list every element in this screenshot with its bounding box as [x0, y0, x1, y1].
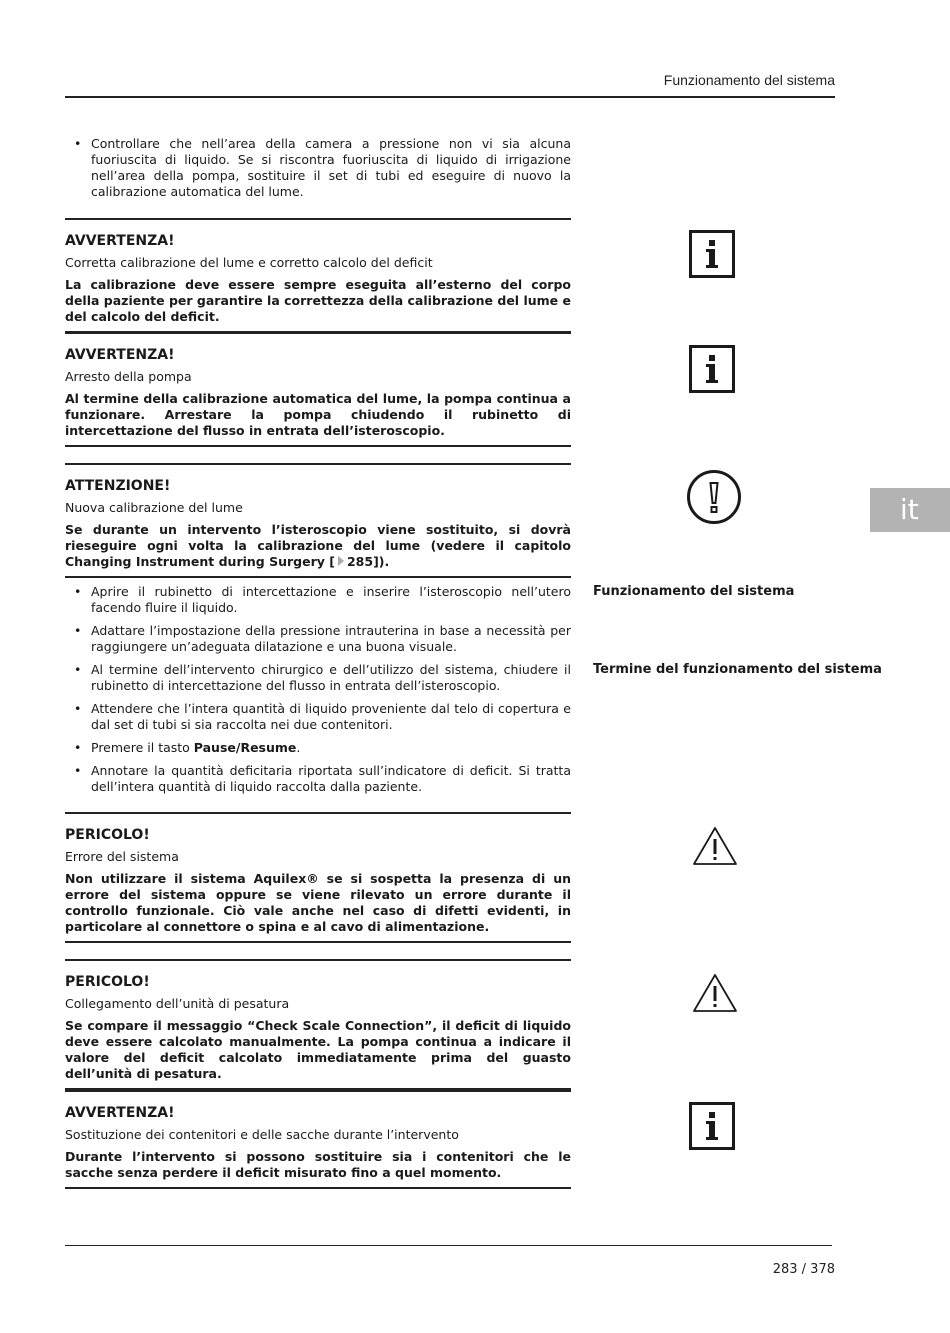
notice-text-part: ]).	[373, 554, 390, 569]
notice-text: Non utilizzare il sistema Aquilex® se si sospetta la presenza di un errore del sistema oppure se viene rilevato un errore durante il controllo funzionale. Ciò vale anche nel caso di difetti evidenti, in particolare al connettore o spina e al cavo di alimentazione.	[65, 871, 571, 934]
notice-text: Se compare il messaggio “Check Scale Connection”, il deficit di liquido deve essere calcolato manualmente. La pompa continua a indicare il valore del deficit calcolato immediatamente prima del guasto dell’unità di pesatura.	[65, 1018, 571, 1081]
page-number: 283 / 378	[772, 1262, 835, 1277]
side-label-operation: Funzionamento del sistema	[593, 584, 795, 599]
notice-signal-word: AVVERTENZA!	[65, 347, 175, 363]
side-label-shutdown: Termine del funzionamento del sistema	[593, 662, 882, 677]
list-item: • Attendere che l’intera quantità di liquido proveniente dal telo di copertura e dal set di tubi si sia raccolta nei due contenitori.	[65, 701, 571, 733]
notice-subject: Corretta calibrazione del lume e corretto calcolo del deficit	[65, 255, 433, 270]
notice-top-rule	[65, 463, 571, 465]
notice-bottom-rule	[65, 445, 571, 447]
warning-triangle-icon	[692, 826, 738, 866]
footer-rule	[65, 1245, 832, 1246]
warning-notice	[65, 218, 571, 333]
warning-notice	[65, 332, 571, 447]
notice-bottom-rule	[65, 576, 571, 578]
list-item: • Controllare che nell’area della camera a pressione non vi sia alcuna fuoriuscita di liquido. Se si riscontra fuoriuscita di liquido di irrigazione nell’area della pompa, sostituire il set di tubi ed eseguire di nuovo la calibrazione automatica del lume.	[65, 136, 571, 200]
list-item: • Adattare l’impostazione della pressione intrauterina in base a necessità per raggiungere un’adeguata dilatazione e una buona visuale.	[65, 623, 571, 655]
info-icon	[689, 1102, 735, 1150]
notice-subject: Errore del sistema	[65, 849, 179, 864]
notice-text	[65, 522, 571, 570]
header-rule	[65, 96, 835, 98]
notice-text: La calibrazione deve essere sempre eseguita all’esterno del corpo della paziente per garantire la correttezza della calibrazione del lume e del calcolo del deficit.	[65, 277, 571, 324]
list-item: • Aprire il rubinetto di intercettazione e inserire l’isteroscopio nell’utero facendo fluire il liquido.	[65, 584, 571, 616]
info-icon	[689, 230, 735, 278]
header-title: Funzionamento del sistema	[663, 72, 835, 88]
notice-signal-word: PERICOLO!	[65, 974, 150, 990]
list-item: • Al termine dell’intervento chirurgico e dell’utilizzo del sistema, chiudere il rubinetto di intercettazione del flusso in entrata dell’isteroscopio.	[65, 662, 571, 694]
danger-notice	[65, 812, 571, 943]
list-item	[65, 740, 571, 756]
notice-subject: Sostituzione dei contenitori e delle sacche durante l’intervento	[65, 1127, 459, 1142]
intro-list	[65, 136, 571, 200]
language-tab[interactable]: it	[870, 488, 950, 532]
caution-notice	[65, 463, 571, 578]
step-text: Premere il tasto	[91, 740, 194, 755]
caution-icon	[686, 469, 742, 525]
notice-subject: Nuova calibrazione del lume	[65, 500, 243, 515]
notice-top-rule	[65, 959, 571, 961]
list-item: • Annotare la quantità deficitaria riportata sull’indicatore di deficit. Si tratta dell’intera quantità di liquido raccolta dalla paziente.	[65, 763, 571, 795]
danger-notice	[65, 959, 571, 1090]
notice-subject: Collegamento dell’unità di pesatura	[65, 996, 290, 1011]
notice-text-part: Se durante un intervento l’isteroscopio viene sostituito, si dovrà rieseguire ogni volta la calibrazione del lume (vedere il capitolo Changing Instrument during Surgery [	[65, 522, 571, 569]
step-text: .	[296, 740, 301, 755]
notice-text: Al termine della calibrazione automatica del lume, la pompa continua a funzionare. Arrestare la pompa chiudendo il rubinetto di intercettazione del flusso in entrata dell’isteroscopio.	[65, 391, 571, 438]
cross-reference-arrow-icon	[338, 556, 344, 566]
notice-top-rule	[65, 1090, 571, 1092]
notice-signal-word: ATTENZIONE!	[65, 478, 171, 494]
info-icon	[689, 345, 735, 393]
notice-signal-word: AVVERTENZA!	[65, 1105, 175, 1121]
notice-bottom-rule	[65, 941, 571, 943]
notice-top-rule	[65, 218, 571, 220]
page-reference-link[interactable]: 285	[346, 554, 374, 569]
warning-notice	[65, 1090, 571, 1189]
warning-triangle-icon	[692, 973, 738, 1013]
notice-text: Durante l’intervento si possono sostituire sia i contenitori che le sacche senza perdere il deficit misurato fino a quel momento.	[65, 1149, 571, 1180]
notice-bottom-rule	[65, 1187, 571, 1189]
notice-signal-word: PERICOLO!	[65, 827, 150, 843]
key-name: Pause/Resume	[193, 740, 297, 755]
notice-top-rule	[65, 332, 571, 334]
steps-list	[65, 584, 571, 802]
notice-subject: Arresto della pompa	[65, 369, 192, 384]
notice-signal-word: AVVERTENZA!	[65, 233, 175, 249]
notice-top-rule	[65, 812, 571, 814]
